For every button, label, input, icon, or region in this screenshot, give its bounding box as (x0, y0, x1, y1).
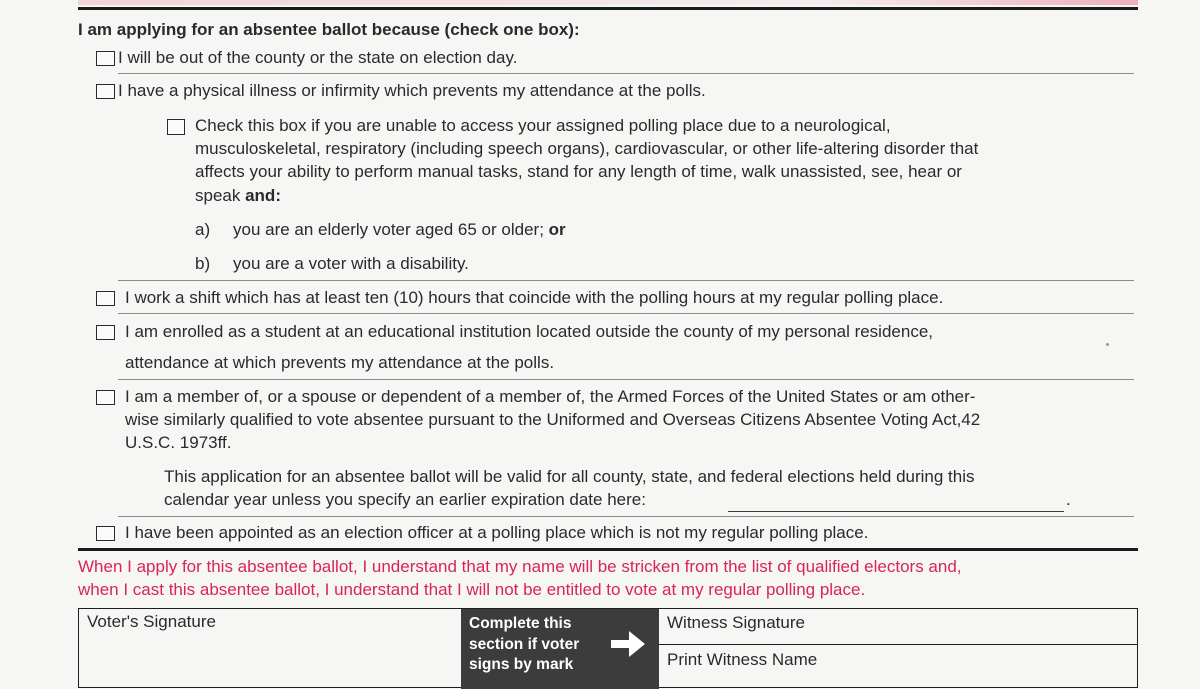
checkbox-election-officer[interactable] (96, 526, 115, 541)
paper-speck (1106, 343, 1109, 346)
option-armed-forces-line2: wise similarly qualified to vote absentee pursuant to the Uniformed and Overseas Citizens Absentee Voting Act,42 (125, 410, 981, 429)
disability-text-line2: musculoskeletal, respiratory (including speech organs), cardiovascular, or other life-altering disorder that (195, 139, 979, 158)
divider (118, 313, 1134, 314)
mark-instruction-line3: signs by mark (469, 656, 574, 673)
witness-signature-field[interactable] (659, 609, 1137, 645)
option-armed-forces-line3: U.S.C. 1973ff. (125, 433, 232, 452)
period-mark: . (1066, 490, 1071, 509)
condition-b-text: you are a voter with a disability. (233, 254, 469, 273)
sign-by-mark-instruction (461, 609, 659, 689)
mark-instruction-line1: Complete this (469, 615, 572, 632)
checkbox-shift-work[interactable] (96, 291, 115, 306)
divider (118, 516, 1134, 517)
disability-text-line3: affects your ability to perform manual tasks, stand for any length of time, walk unassisted, see, hear or (195, 162, 962, 181)
validity-text-line1: This application for an absentee ballot will be valid for all county, state, and federal elections held during this (164, 467, 975, 486)
section-top-rule (78, 7, 1138, 10)
option-physical-illness-label: I have a physical illness or infirmity which prevents my attendance at the polls. (118, 81, 706, 100)
checkbox-physical-illness[interactable] (96, 84, 115, 99)
option-student-line1: I am enrolled as a student at an educational institution located outside the county of my personal residence, (125, 322, 933, 341)
divider (118, 73, 1134, 74)
condition-b-label: b) (195, 254, 211, 273)
witness-name-field[interactable] (659, 645, 1137, 689)
top-cropped-text-strip (78, 0, 1138, 5)
mark-instruction-line2: section if voter (469, 635, 580, 653)
signature-section (78, 608, 1138, 688)
checkbox-disability[interactable] (167, 119, 185, 135)
divider (118, 280, 1134, 281)
divider (118, 379, 1134, 380)
option-armed-forces-line1: I am a member of, or a spouse or dependent of a member of, the Armed Forces of the United States or am other- (125, 387, 976, 406)
option-election-officer-label: I have been appointed as an election officer at a polling place which is not my regular polling place. (125, 523, 869, 542)
voter-signature-label: Voter's Signature (87, 612, 216, 631)
disability-text-line4: speak and: (195, 186, 281, 205)
checkbox-student[interactable] (96, 325, 115, 340)
witness-name-label: Print Witness Name (667, 650, 818, 669)
right-arrow-icon (609, 629, 647, 659)
reason-heading: I am applying for an absentee ballot because (check one box): (78, 20, 580, 39)
validity-text-line2: calendar year unless you specify an earlier expiration date here: (164, 490, 646, 509)
expiration-date-field[interactable] (728, 495, 1064, 512)
option-shift-work-label: I work a shift which has at least ten (10) hours that coincide with the polling hours at my regular polling place. (125, 288, 944, 307)
notice-line1: When I apply for this absentee ballot, I understand that my name will be stricken from the list of qualified electors and, (78, 557, 962, 576)
condition-a-label: a) (195, 220, 211, 239)
condition-a-text: you are an elderly voter aged 65 or older; or (233, 220, 566, 239)
option-student-line2: attendance at which prevents my attendance at the polls. (125, 353, 555, 372)
option-out-of-county-label: I will be out of the county or the state on election day. (118, 48, 518, 67)
notice-line2: when I cast this absentee ballot, I understand that I will not be entitled to vote at my regular polling place. (78, 580, 866, 599)
notice-top-rule (78, 548, 1138, 551)
checkbox-out-of-county[interactable] (96, 51, 115, 66)
checkbox-armed-forces[interactable] (96, 390, 115, 405)
disability-text-line1: Check this box if you are unable to access your assigned polling place due to a neurological, (195, 116, 891, 135)
voter-signature-field[interactable] (79, 609, 461, 689)
witness-signature-label: Witness Signature (667, 613, 805, 632)
